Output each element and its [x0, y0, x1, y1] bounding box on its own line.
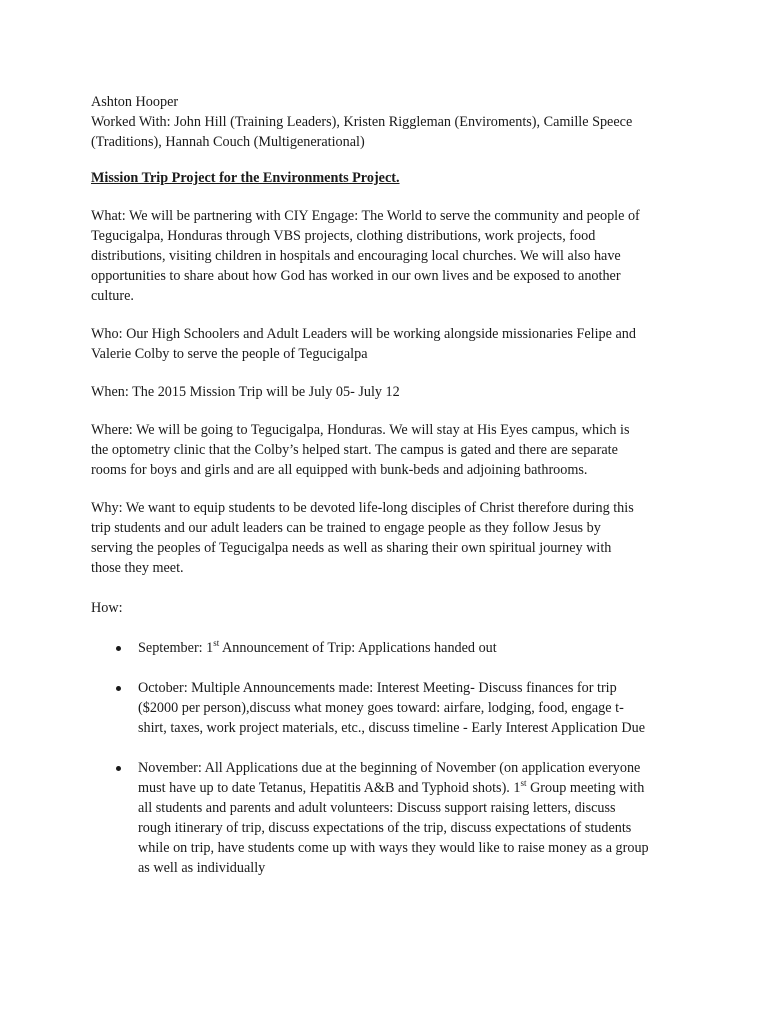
what-line: culture.	[91, 288, 134, 304]
what-line: distributions, visiting children in hospitals and encouraging local churches. We will also have	[91, 248, 621, 264]
bullet-dot-icon	[116, 686, 121, 691]
header-block	[91, 92, 691, 152]
bullet-line: while on trip, have students come up with ways they would like to raise money as a group	[138, 840, 649, 856]
where-line: Where: We will be going to Tegucigalpa, Honduras. We will stay at His Eyes campus, which is	[91, 422, 630, 438]
what-line: What: We will be partnering with CIY Engage: The World to serve the community and people of	[91, 208, 640, 224]
who-paragraph	[91, 324, 691, 364]
where-paragraph	[91, 420, 691, 480]
bullet-line: October: Multiple Announcements made: Interest Meeting- Discuss finances for trip	[138, 680, 617, 696]
bullet-november	[91, 758, 691, 878]
why-line: Why: We want to equip students to be devoted life-long disciples of Christ therefore during this	[91, 500, 634, 516]
bullet-line: must have up to date Tetanus, Hepatitis A&B and Typhoid shots). 1st Group meeting with	[138, 778, 645, 796]
why-line: trip students and our adult leaders can be trained to engage people as they follow Jesus by	[91, 520, 601, 536]
bullet-dot-icon	[116, 766, 121, 771]
bullet-line: September: 1st Announcement of Trip: Applications handed out	[138, 638, 497, 656]
worked-with-line-1: Worked With: John Hill (Training Leaders), Kristen Riggleman (Enviroments), Camille Speece	[91, 114, 633, 130]
where-line: rooms for boys and girls and are all equipped with bunk-beds and adjoining bathrooms.	[91, 462, 588, 478]
why-paragraph	[91, 498, 691, 578]
who-line: Valerie Colby to serve the people of Tegucigalpa	[91, 346, 368, 362]
how-bullet-list	[91, 638, 691, 878]
when-paragraph: When: The 2015 Mission Trip will be July 05- July 12	[91, 384, 400, 400]
document-body	[91, 92, 691, 878]
what-line: opportunities to share about how God has worked in our own lives and be exposed to another	[91, 268, 621, 284]
bullet-line: November: All Applications due at the beginning of November (on application everyone	[138, 760, 641, 776]
bullet-line: as well as individually	[138, 860, 266, 876]
who-line: Who: Our High Schoolers and Adult Leaders will be working alongside missionaries Felipe and	[91, 326, 636, 342]
bullet-september	[91, 638, 691, 658]
bullet-line: rough itinerary of trip, discuss expectations of the trip, discuss expectations of students	[138, 820, 632, 836]
why-line: those they meet.	[91, 560, 184, 576]
document-title: Mission Trip Project for the Environments Project.	[91, 170, 400, 186]
bullet-line: ($2000 per person),discuss what money goes toward: airfare, lodging, food, engage t-	[138, 700, 624, 716]
bullet-line: shirt, taxes, work project materials, etc., discuss timeline - Early Interest Application Due	[138, 720, 646, 736]
worked-with-line-2: (Traditions), Hannah Couch (Multigenerational)	[91, 134, 365, 150]
what-line: Tegucigalpa, Honduras through VBS projects, clothing distributions, work projects, food	[91, 228, 596, 244]
where-line: the optometry clinic that the Colby’s helped start. The campus is gated and there are separate	[91, 442, 618, 458]
what-paragraph	[91, 206, 691, 306]
why-line: serving the peoples of Tegucigalpa needs as well as sharing their own spiritual journey with	[91, 540, 612, 556]
bullet-october	[91, 678, 691, 738]
how-heading: How:	[91, 600, 123, 616]
author-name: Ashton Hooper	[91, 94, 179, 110]
bullet-dot-icon	[116, 646, 121, 651]
bullet-line: all students and parents and adult volunteers: Discuss support raising letters, discuss	[138, 800, 616, 816]
